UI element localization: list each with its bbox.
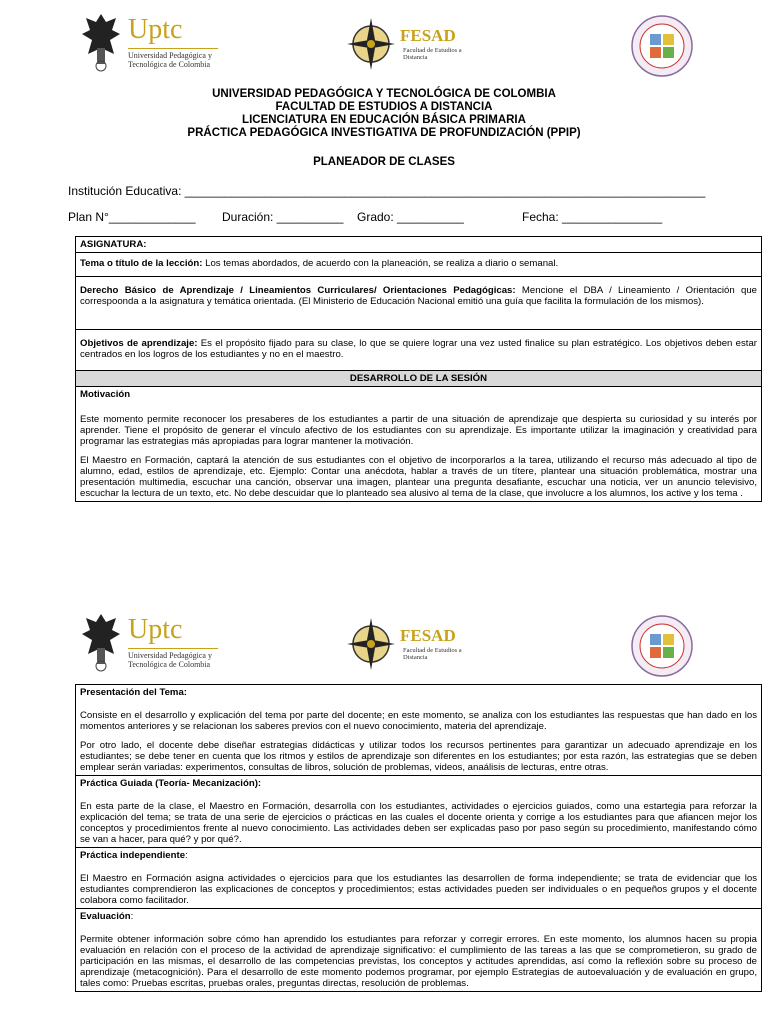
independiente-label: Práctica independiente: [80, 850, 186, 861]
uptc-subtitle: Universidad Pedagógica y Tecnológica de Colombia: [128, 648, 218, 669]
grado-field[interactable]: Grado: __________: [357, 210, 464, 224]
presentacion-cell[interactable]: [76, 685, 762, 776]
table-row: [76, 237, 762, 253]
objetivos-text: Es el propósito fijado para su clase, lo que se quiere lograr una vez usted finalice su plan estratégico. Los objetivos deben estar centrados en los logros de los estudiantes y no en el maestro.: [80, 338, 757, 360]
evaluacion-cell[interactable]: [76, 909, 762, 992]
independiente-cell[interactable]: [76, 848, 762, 909]
eagle-shield-icon: [80, 610, 122, 672]
derecho-text: Mencione el DBA / Lineamiento / Orientación que correspoonda a la asignatura y temática orientada. (El Ministerio de Educación Nacional emitió una guía que facilita la formulación de los mismos).: [80, 285, 757, 307]
header-practice: PRÁCTICA PEDAGÓGICA INVESTIGATIVA DE PROFUNDIZACIÓN (PPIP): [187, 127, 581, 139]
table-row: [76, 909, 762, 992]
guiada-paragraph-1: En esta parte de la clase, el Maestro en Formación, desarrolla con los estudiantes, actividades o ejercicios guiados, como una estartegia para reforzar la explicación del tema; se trata de una serie de ejercicios o prácticas en las cuales el docente orienta y corrige a los estudiantes para que afiancen mejor los conceptos y procedimientos frente al nuevo conocimiento. Las actividades deben ser explicadas paso por paso según su procedimiento, manifestando cómo se van a hacer, para qué? y por qué?.: [80, 801, 757, 845]
header-faculty: FACULTAD DE ESTUDIOS A DISTANCIA: [275, 101, 493, 113]
motivacion-paragraph-1: Este momento permite reconocer los presaberes de los estudiantes a partir de una situación de aprendizaje que despierta su curiosidad y su interés por aprender. Tiene el propósito de generar el vínculo afectivo de los estudiantes con su aprendizaje. Es importante utilizar la imaginación y creatividad para programar las estrategias más apropiadas para lograr mantener la motivación.: [80, 414, 757, 447]
derecho-label: Derecho Básico de Aprendizaje / Lineamientos Curriculares/ Orientaciones Pedagógicas:: [80, 285, 516, 296]
fesad-logo: [345, 16, 465, 78]
table-row: [76, 387, 762, 502]
program-seal-icon: [630, 14, 694, 78]
derecho-cell[interactable]: [76, 277, 762, 330]
table-row: [76, 776, 762, 848]
motivacion-label: Motivación: [80, 389, 131, 400]
table-row: [76, 330, 762, 371]
guiada-label: Práctica Guiada (Teoría- Mecanización):: [80, 778, 262, 789]
presentacion-paragraph-2: Por otro lado, el docente debe diseñar estrategias didácticas y utilizar todos los recursos pertinentes para garantizar un adecuado aprendizaje en los estudiantes; se debe tener en cuenta que los ritmos y estilos de aprendizaje son diferentes en los estudiantes; por esta razón, las estrategias que se deben emplear serán variadas: experimentos, consultas de libros, solución de problemas, videos, anaálisis de lecturas, entre otras.: [80, 740, 757, 773]
session-table: [75, 684, 762, 992]
header-program: LICENCIATURA EN EDUCACIÓN BÁSICA PRIMARIA: [242, 114, 526, 126]
objetivos-cell[interactable]: [76, 330, 762, 371]
logo-row-top: [0, 10, 768, 90]
asignatura-cell[interactable]: [76, 237, 762, 253]
uptc-logo: [80, 10, 210, 80]
tema-text: Los temas abordados, de acuerdo con la planeación, se realiza a diario o semanal.: [202, 258, 559, 269]
motivacion-paragraph-2: El Maestro en Formación, captará la atención de sus estudiantes con el objetivo de incorporarlos a la tarea, utilizando el recurso más adecuado al tipo de alumno, edad, estilos de aprendizaje, etc. Ejemplo: Contar una anécdota, hablar a través de un títere, plantear una situación problemática, mostrar una presentación multimedia, escuchar una canción, observar una imagen, plantear una pregunta desafiante, escuchar una noticia, ver un anuncio televisivo, escuchar la lectura de un texto, etc. No debe descuidar que lo planteado sea alusivo al tema de la clase, que involucre a los alumnos, los active y los tema .: [80, 455, 757, 499]
table-row: [76, 848, 762, 909]
uptc-brand: Uptc: [128, 614, 183, 645]
compass-rose-icon: [345, 616, 397, 672]
fecha-field[interactable]: Fecha: _______________: [522, 210, 663, 224]
table-row: [76, 685, 762, 776]
motivacion-cell[interactable]: [76, 387, 762, 502]
tema-cell[interactable]: [76, 253, 762, 277]
program-seal-icon: [630, 614, 694, 678]
asignatura-label: ASIGNATURA:: [80, 239, 147, 250]
presentacion-paragraph-1: Consiste en el desarrollo y explicación del tema por parte del docente; en este momento, se analiza con los estudiantes las respuestas que han dado en los momentos anteriores y se relacionan los saberes previos con el nuevo conocimiento, materia del aprendizaje.: [80, 710, 757, 732]
fesad-subtitle: Facultad de Estudios a Distancia: [403, 47, 462, 61]
uptc-logo: [80, 610, 210, 680]
fesad-brand: FESAD: [400, 26, 456, 45]
fesad-brand: FESAD: [400, 626, 456, 645]
fesad-subtitle: Facultad de Estudios a Distancia: [403, 647, 462, 661]
eagle-shield-icon: [80, 10, 122, 72]
fesad-logo: [345, 616, 465, 678]
desarrollo-header: DESARROLLO DE LA SESIÓN: [76, 371, 762, 387]
header-university: UNIVERSIDAD PEDAGÓGICA Y TECNOLÓGICA DE COLOMBIA: [212, 88, 556, 100]
objetivos-label: Objetivos de aprendizaje:: [80, 338, 198, 349]
plan-field[interactable]: Plan N°_____________: [68, 210, 196, 224]
table-row: [76, 277, 762, 330]
tema-label: Tema o título de la lección:: [80, 258, 203, 269]
document-header: [0, 88, 768, 140]
table-row: [76, 253, 762, 277]
evaluacion-label: Evaluación: [80, 911, 131, 922]
uptc-subtitle: Universidad Pedagógica y Tecnológica de Colombia: [128, 48, 218, 69]
table-row: [76, 371, 762, 387]
independiente-paragraph-1: El Maestro en Formación asigna actividades o ejercicios para que los estudiantes las desarrollen de forma independiente; se trata de evidenciar que los estudiantes comprendieron las explicaciones de conceptos y procedimientos; estas actividades pueden ser individuales o en pequeños grupos y el docente colabora como facilitador.: [80, 873, 757, 906]
guiada-cell[interactable]: [76, 776, 762, 848]
compass-rose-icon: [345, 16, 397, 72]
lesson-table: [75, 236, 762, 502]
independiente-colon: :: [185, 850, 188, 861]
uptc-brand: Uptc: [128, 14, 183, 45]
duracion-field[interactable]: Duración: __________: [222, 210, 344, 224]
institucion-field[interactable]: Institución Educativa: ______________________________________________________________________________: [68, 184, 706, 198]
presentacion-label: Presentación del Tema:: [80, 687, 187, 698]
evaluacion-paragraph-1: Permite obtener información sobre cómo han aprendido los estudiantes para reforzar y corregir errores. En este momento, los alumnos hacen su propia evaluación en relación con el proceso de la actividad de aprendizaje significativo: el cumplimiento de las tareas a las que se comprometieron, su grado de participación en las mismas, el desarrollo de las competencias previstas, los conceptos y actitudes aprendidas, así como la reflexión sobre su proceso de aprendizaje (metacognición). Para el desarrollo de este momento podemos programar, por ejemplo Estrategias de autoevaluación y de evaluación en grupo, tales como: Pruebas escritas, pruebas orales, preguntas directas, resolución de problemas.: [80, 934, 757, 989]
page-title: PLANEADOR DE CLASES: [313, 156, 455, 168]
logo-row-bottom: [0, 610, 768, 690]
evaluacion-colon: :: [130, 911, 134, 922]
